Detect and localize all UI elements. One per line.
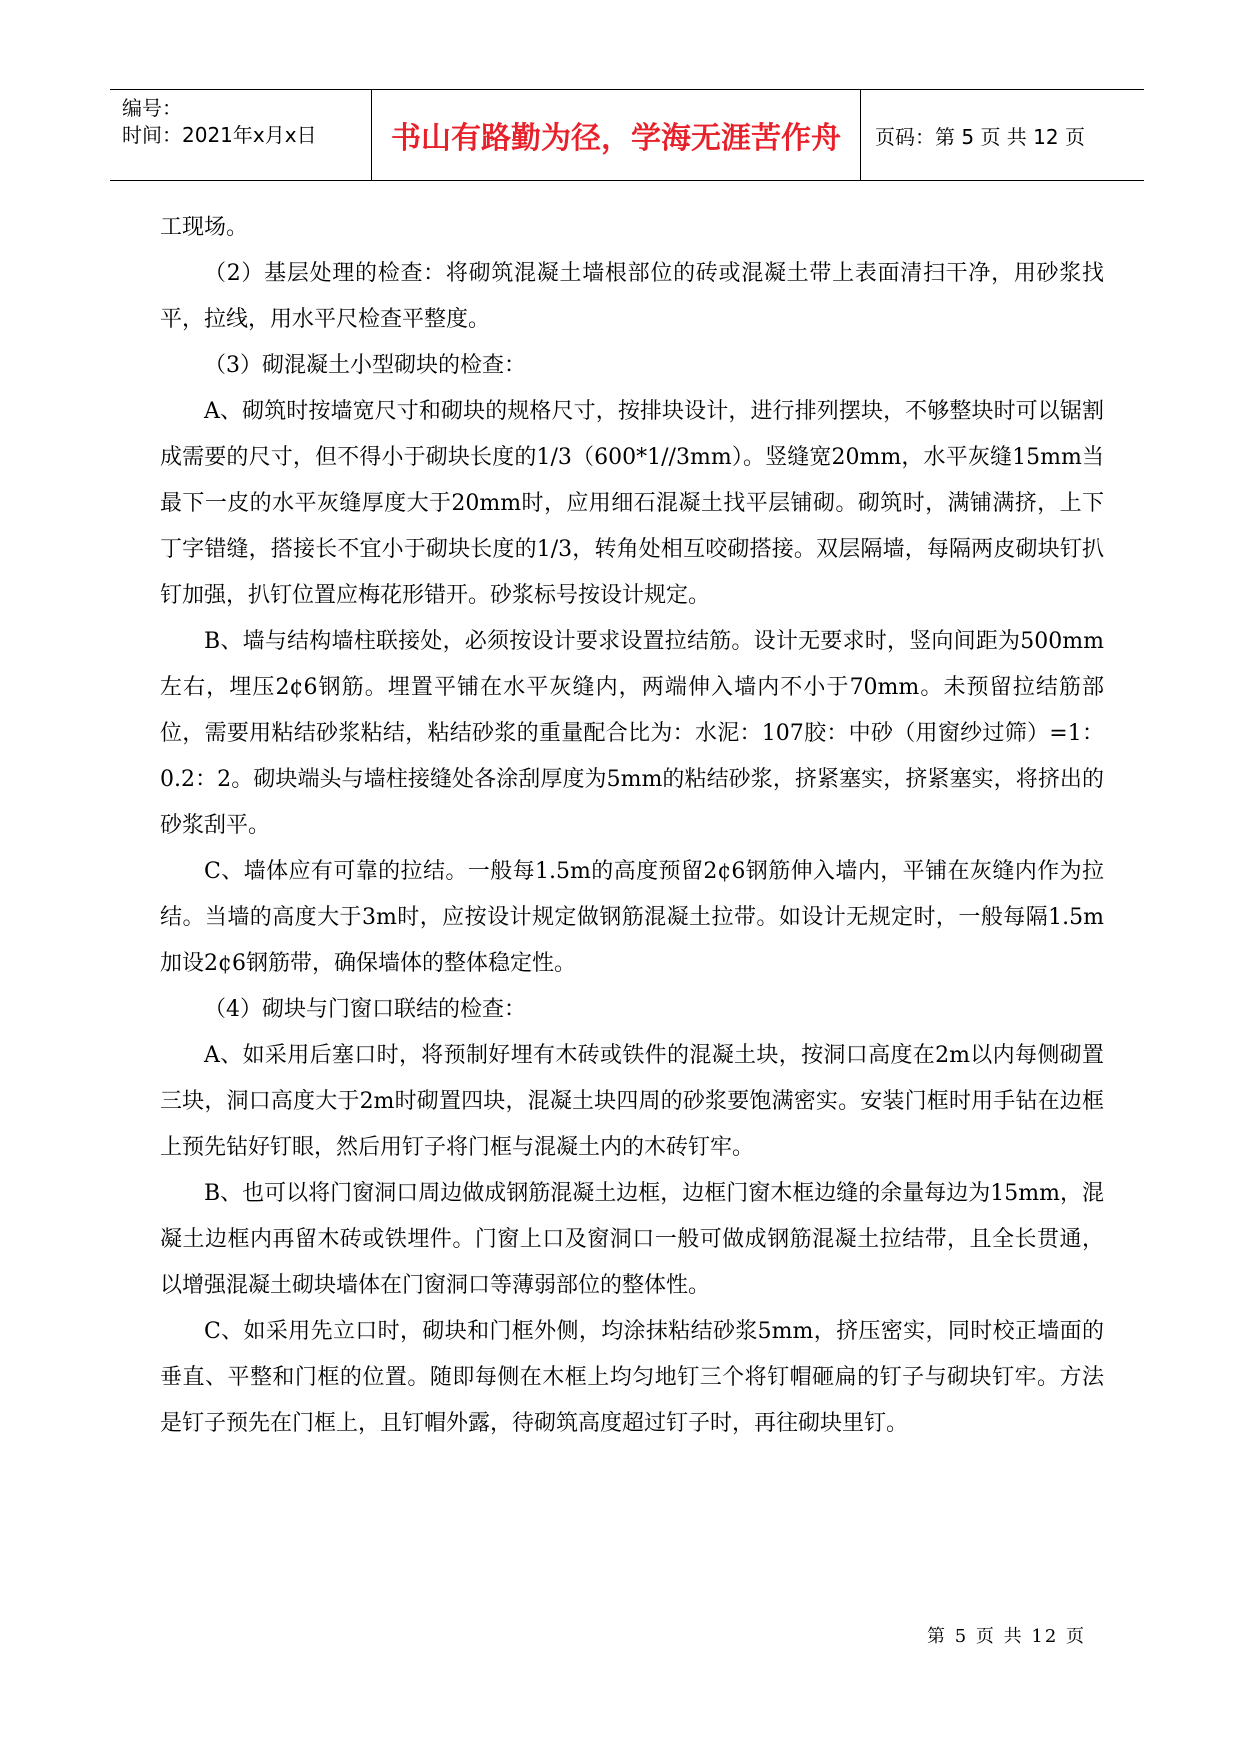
paragraph: B、墙与结构墙柱联接处，必须按设计要求设置拉结筋。设计无要求时，竖向间距为500mm左右，埋压2¢6钢筋。埋置平铺在水平灰缝内，两端伸入墙内不小于70mm。未预留拉结筋部位，需要用粘结砂浆粘结，粘结砂浆的重量配合比为：水泥：107胶：中砂（用窗纱过筛）=1：0.2：2。砌块端头与墙柱接缝处各涂刮厚度为5mm的粘结砂浆，挤紧塞实，挤紧塞实，将挤出的砂浆刮平。 (160, 629, 1104, 838)
paragraph: （3）砌混凝土小型砌块的检查： (204, 353, 526, 378)
header-meta (110, 90, 372, 180)
header-motto: 书山有路勤为径，学海无涯苦作舟 (372, 90, 861, 180)
page-header (110, 89, 1144, 181)
document-time-label: 时间：2021年x月x日 (122, 123, 317, 147)
paragraph: （4）砌块与门窗口联结的检查： (204, 997, 526, 1022)
paragraph: A、砌筑时按墙宽尺寸和砌块的规格尺寸，按排块设计，进行排列摆块，不够整块时可以锯割成需要的尺寸，但不得小于砌块长度的1/3（600*1//3mm）。竖缝宽20mm，水平灰缝15mm当最下一皮的水平灰缝厚度大于20mm时，应用细石混凝土找平层铺砌。砌筑时，满铺满挤，上下丁字错缝，搭接长不宜小于砌块长度的1/3，转角处相互咬砌搭接。双层隔墙，每隔两皮砌块钉扒钉加强，扒钉位置应梅花形错开。砂浆标号按设计规定。 (160, 399, 1104, 608)
document-body (160, 205, 1104, 1447)
paragraph: C、墙体应有可靠的拉结。一般每1.5m的高度预留2¢6钢筋伸入墙内，平铺在灰缝内作为拉结。当墙的高度大于3m时，应按设计规定做钢筋混凝土拉带。如设计无规定时，一般每隔1.5m加设2¢6钢筋带，确保墙体的整体稳定性。 (160, 859, 1104, 976)
paragraph: B、也可以将门窗洞口周边做成钢筋混凝土边框，边框门窗木框边缝的余量每边为15mm，混凝土边框内再留木砖或铁埋件。门窗上口及窗洞口一般可做成钢筋混凝土拉结带，且全长贯通，以增强混凝土砌块墙体在门窗洞口等薄弱部位的整体性。 (160, 1181, 1104, 1298)
page-footer: 第 5 页 共 12 页 (927, 1626, 1086, 1647)
paragraph: 工现场。 (160, 215, 249, 240)
paragraph: C、如采用先立口时，砌块和门框外侧，均涂抹粘结砂浆5mm，挤压密实，同时校正墙面的垂直、平整和门框的位置。随即每侧在木框上均匀地钉三个将钉帽砸扁的钉子与砌块钉牢。方法是钉子预先在门框上，且钉帽外露，待砌筑高度超过钉子时，再往砌块里钉。 (160, 1319, 1104, 1436)
document-code-label: 编号： (122, 96, 182, 120)
header-page-label: 页码：第 5 页 共 12 页 (875, 124, 1085, 149)
paragraph: A、如采用后塞口时，将预制好埋有木砖或铁件的混凝土块，按洞口高度在2m以内每侧砌置三块，洞口高度大于2m时砌置四块，混凝土块四周的砂浆要饱满密实。安装门框时用手钻在边框上预先钻好钉眼，然后用钉子将门框与混凝土内的木砖钉牢。 (160, 1043, 1104, 1160)
paragraph: （2）基层处理的检查：将砌筑混凝土墙根部位的砖或混凝土带上表面清扫干净，用砂浆找平，拉线，用水平尺检查平整度。 (160, 261, 1104, 332)
